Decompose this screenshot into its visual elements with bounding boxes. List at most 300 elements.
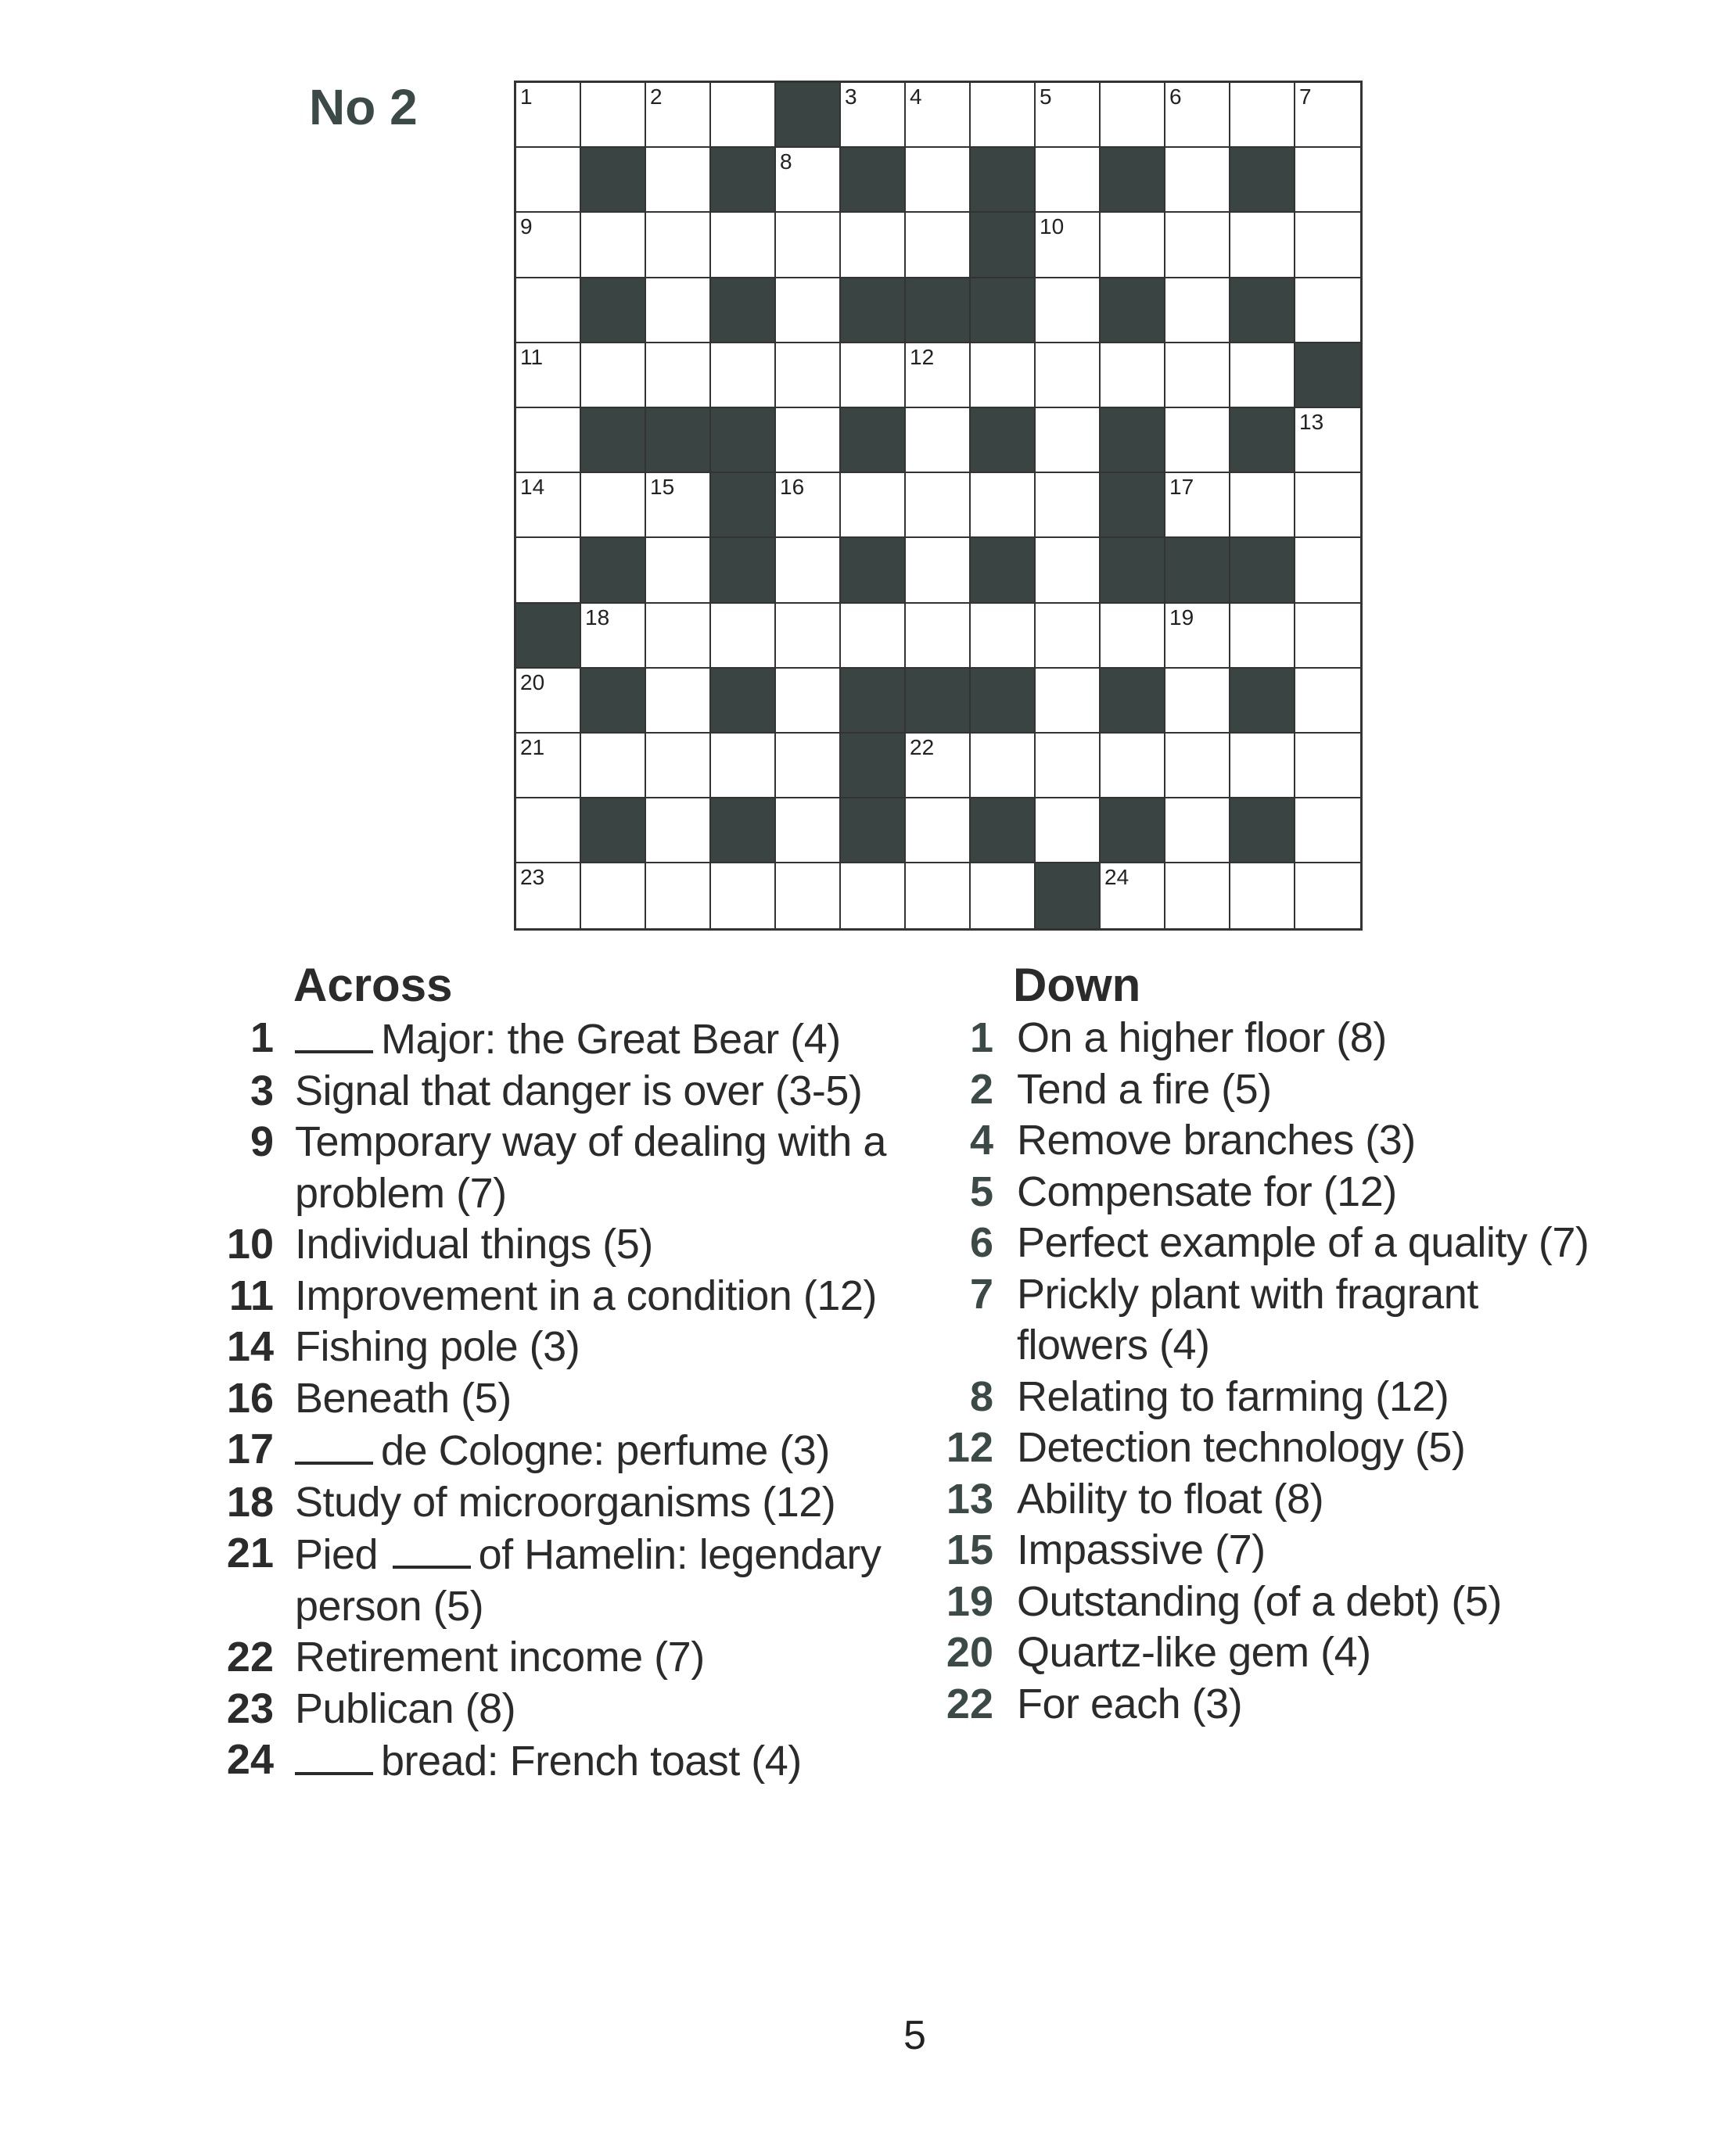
grid-cell[interactable] [516,343,581,408]
cell-number: 21 [520,734,545,759]
grid-cell[interactable] [1295,604,1360,669]
grid-cell[interactable] [841,213,906,278]
down-clue [915,1064,1619,1116]
black-cell [646,408,711,473]
grid-cell[interactable] [711,863,776,928]
down-clue [915,1218,1619,1269]
clue-text [1017,1269,1619,1372]
grid-cell[interactable] [1295,83,1360,148]
grid-cell[interactable] [841,343,906,408]
black-cell [581,408,646,473]
grid-cell[interactable] [1036,604,1101,669]
cell-number: 20 [520,669,545,694]
grid-cell[interactable] [1036,538,1101,603]
puzzle-title: No 2 [309,79,418,135]
grid-cell[interactable] [516,863,581,928]
grid-cell[interactable] [906,798,971,863]
grid-cell[interactable] [1165,343,1230,408]
grid-cell[interactable] [646,473,711,538]
clue-text-prefix: Pied [295,1531,379,1578]
clue-text-body: Individual things (5) [295,1221,653,1268]
grid-cell[interactable] [581,213,646,278]
black-cell [971,278,1036,343]
grid-cell[interactable] [1165,669,1230,734]
grid-cell[interactable] [1230,734,1295,798]
grid-cell[interactable] [711,604,776,669]
grid-cell[interactable] [1295,473,1360,538]
grid-cell[interactable] [906,408,971,473]
grid-cell[interactable] [1036,669,1101,734]
grid-cell[interactable] [1165,863,1230,928]
cell-number: 5 [1040,84,1052,109]
cell-number: 24 [1104,865,1129,890]
clue-number: 6 [969,1219,993,1266]
clue-number: 24 [226,1736,274,1783]
black-cell [1230,148,1295,213]
black-cell [711,408,776,473]
grid-cell[interactable] [1036,213,1101,278]
clue-text [1017,1372,1619,1423]
black-cell [1165,538,1230,603]
clue-text-body: Retirement income (7) [295,1634,705,1681]
black-cell [841,408,906,473]
grid-cell[interactable] [711,213,776,278]
grid-cell[interactable] [971,473,1036,538]
grid-cell[interactable] [516,148,581,213]
grid-cell[interactable] [646,213,711,278]
grid-cell[interactable] [776,148,841,213]
grid-cell[interactable] [516,473,581,538]
clue-text-body: Improvement in a condition (12) [295,1272,877,1319]
grid-cell[interactable] [906,343,971,408]
grid-cell[interactable] [906,213,971,278]
cell-number: 6 [1169,84,1182,109]
black-cell [1230,538,1295,603]
clue-text-body: Temporary way of dealing with a problem (7) [295,1118,886,1217]
grid-cell[interactable] [841,863,906,928]
clue-text [295,1013,900,1066]
grid-cell[interactable] [516,734,581,798]
grid-cell[interactable] [646,148,711,213]
clue-text-body: Prickly plant with fragrant flowers (4) [1017,1270,1478,1369]
down-clue [915,1167,1619,1218]
across-heading: Across [293,959,453,1011]
black-cell [971,213,1036,278]
clue-text-body: On a higher floor (8) [1017,1014,1387,1061]
black-cell [841,278,906,343]
clue-number: 15 [946,1526,993,1573]
grid-cell[interactable] [1165,213,1230,278]
black-cell [1101,408,1165,473]
grid-cell[interactable] [646,343,711,408]
clue-text [1017,1167,1619,1218]
grid-cell[interactable] [516,538,581,603]
black-cell [971,798,1036,863]
down-clue-list [915,1013,1619,1730]
blank-line [295,1424,373,1465]
grid-cell[interactable] [1230,213,1295,278]
grid-cell[interactable] [1295,863,1360,928]
black-cell [1295,343,1360,408]
grid-cell[interactable] [1230,83,1295,148]
black-cell [841,148,906,213]
across-clue [196,1066,900,1117]
grid-cell[interactable] [776,863,841,928]
black-cell [1101,669,1165,734]
grid-cell[interactable] [711,734,776,798]
grid-cell[interactable] [1036,343,1101,408]
clue-text [295,1322,900,1373]
grid-cell[interactable] [1036,83,1101,148]
cell-number: 11 [520,344,544,369]
clue-number: 13 [946,1475,993,1523]
cell-number: 3 [845,84,857,109]
grid-cell[interactable] [841,604,906,669]
black-cell [516,604,581,669]
clue-number: 8 [969,1372,993,1420]
grid-cell[interactable] [776,798,841,863]
grid-cell[interactable] [581,734,646,798]
grid-cell[interactable] [516,669,581,734]
grid-cell[interactable] [711,83,776,148]
black-cell [1101,473,1165,538]
black-cell [711,669,776,734]
grid-cell[interactable] [841,83,906,148]
grid-cell[interactable] [1101,83,1165,148]
grid-cell[interactable] [711,343,776,408]
across-clue [196,1684,900,1735]
clue-text [295,1734,900,1788]
grid-cell[interactable] [1165,604,1230,669]
grid-cell[interactable] [1230,473,1295,538]
down-clue [915,1115,1619,1167]
clue-number: 4 [969,1117,993,1164]
clue-text [295,1528,900,1632]
clue-number: 19 [946,1577,993,1625]
grid-cell[interactable] [646,604,711,669]
across-clue [196,1322,900,1373]
across-clue [196,1271,900,1322]
grid-cell[interactable] [516,278,581,343]
grid-cell[interactable] [971,734,1036,798]
grid-cell[interactable] [1295,798,1360,863]
black-cell [971,148,1036,213]
down-clue [915,1679,1619,1731]
clue-number: 10 [226,1221,274,1268]
clue-text [1017,1064,1619,1116]
black-cell [711,538,776,603]
grid-cell[interactable] [971,863,1036,928]
grid-cell[interactable] [646,278,711,343]
down-clue [915,1474,1619,1526]
grid-cell[interactable] [1036,798,1101,863]
clue-number: 22 [946,1680,993,1727]
grid-cell[interactable] [646,538,711,603]
black-cell [581,798,646,863]
grid-cell[interactable] [1295,148,1360,213]
across-clue [196,1013,900,1066]
grid-cell[interactable] [906,538,971,603]
clue-number: 9 [250,1118,274,1165]
across-clue [196,1219,900,1271]
black-cell [711,148,776,213]
clue-number: 1 [969,1014,993,1061]
cell-number: 9 [520,214,533,239]
clue-text [1017,1422,1619,1474]
clue-text [1017,1679,1619,1731]
clue-text [1017,1013,1619,1064]
clue-text [295,1477,900,1529]
cell-number: 17 [1169,475,1194,500]
clue-text-body: Major: the Great Bear (4) [381,1016,841,1063]
grid-cell[interactable] [1165,798,1230,863]
grid-cell[interactable] [971,604,1036,669]
grid-cell[interactable] [581,473,646,538]
clue-text-body: Remove branches (3) [1017,1117,1416,1164]
grid-cell[interactable] [1230,604,1295,669]
down-clue [915,1627,1619,1679]
clue-text [295,1373,900,1425]
clue-text [1017,1218,1619,1269]
clue-number: 1 [250,1014,274,1061]
clue-text [295,1632,900,1684]
clue-text-body: Beneath (5) [295,1374,512,1422]
grid-cell[interactable] [906,863,971,928]
black-cell [1101,798,1165,863]
cell-number: 1 [520,84,533,109]
clue-text-body: Publican (8) [295,1684,516,1732]
grid-cell[interactable] [776,734,841,798]
clue-number: 20 [946,1629,993,1676]
grid-cell[interactable] [776,213,841,278]
down-clue [915,1372,1619,1423]
across-clues [196,958,900,1788]
clue-number: 2 [969,1065,993,1113]
blank-line [393,1528,471,1569]
clue-text [295,1271,900,1322]
black-cell [1036,863,1101,928]
clue-text [1017,1627,1619,1679]
clue-text-body: For each (3) [1017,1680,1243,1727]
clue-text-body: Fishing pole (3) [295,1323,580,1370]
grid-cell[interactable] [1295,213,1360,278]
clue-number: 5 [969,1168,993,1215]
grid-cell[interactable] [906,473,971,538]
black-cell [581,538,646,603]
grid-cell[interactable] [1036,278,1101,343]
grid-cell[interactable] [1101,734,1165,798]
black-cell [1101,278,1165,343]
clue-text-body: Ability to float (8) [1017,1475,1324,1523]
grid-cell[interactable] [1036,408,1101,473]
grid-cell[interactable] [1165,278,1230,343]
cell-number: 19 [1169,604,1194,630]
black-cell [581,669,646,734]
grid-cell[interactable] [646,669,711,734]
grid-cell[interactable] [1295,278,1360,343]
grid-cell[interactable] [776,278,841,343]
grid-cell[interactable] [646,83,711,148]
clue-text-body: Compensate for (12) [1017,1168,1397,1215]
clue-text [1017,1577,1619,1628]
black-cell [971,669,1036,734]
grid-cell[interactable] [971,343,1036,408]
black-cell [581,148,646,213]
black-cell [1230,408,1295,473]
grid-cell[interactable] [1036,473,1101,538]
clue-number: 12 [946,1424,993,1471]
black-cell [1101,148,1165,213]
cell-number: 8 [780,149,792,174]
across-clue [196,1632,900,1684]
black-cell [906,278,971,343]
black-cell [1230,278,1295,343]
black-cell [841,798,906,863]
grid-cell[interactable] [1101,343,1165,408]
grid-cell[interactable] [581,83,646,148]
grid-cell[interactable] [776,669,841,734]
across-clue [196,1528,900,1632]
clue-text-body: Impassive (7) [1017,1526,1266,1573]
grid-cell[interactable] [1295,538,1360,603]
grid-cell[interactable] [1101,604,1165,669]
clue-text [295,1424,900,1477]
clue-text-body: Signal that danger is over (3-5) [295,1067,863,1114]
down-clue [915,1422,1619,1474]
cell-number: 7 [1299,84,1312,109]
cell-number: 12 [910,344,935,369]
cell-number: 4 [910,84,922,109]
cell-number: 14 [520,475,545,500]
grid-cell[interactable] [776,538,841,603]
clue-number: 14 [226,1323,274,1370]
grid-cell[interactable] [516,83,581,148]
across-clue [196,1117,900,1219]
grid-cell[interactable] [646,863,711,928]
blank-line [295,1013,373,1053]
clue-number: 22 [226,1634,274,1681]
black-cell [711,473,776,538]
grid-cell[interactable] [776,604,841,669]
down-clues [915,958,1619,1730]
grid-cell[interactable] [516,213,581,278]
black-cell [1230,798,1295,863]
cell-number: 10 [1040,214,1065,239]
black-cell [971,408,1036,473]
cell-number: 22 [910,734,935,759]
clue-number: 7 [969,1270,993,1318]
across-clue-list [196,1013,900,1788]
grid-cell[interactable] [581,604,646,669]
clue-text-body: Outstanding (of a debt) (5) [1017,1577,1502,1625]
grid-cell[interactable] [1230,863,1295,928]
grid-cell[interactable] [646,734,711,798]
grid-cell[interactable] [906,604,971,669]
clue-text [295,1219,900,1271]
cell-number: 23 [520,865,545,890]
clue-text-body: de Cologne: perfume (3) [381,1427,830,1474]
clue-text [295,1066,900,1117]
black-cell [971,538,1036,603]
black-cell [1101,538,1165,603]
clue-text-body: Quartz-like gem (4) [1017,1629,1371,1676]
grid-cell[interactable] [906,148,971,213]
black-cell [581,278,646,343]
black-cell [841,734,906,798]
clue-text [1017,1474,1619,1526]
grid-cell[interactable] [1295,669,1360,734]
grid-cell[interactable] [581,863,646,928]
clue-text-body: Relating to farming (12) [1017,1372,1449,1420]
clue-number: 11 [228,1272,274,1319]
down-clue [915,1269,1619,1372]
grid-cell[interactable] [1036,734,1101,798]
grid-cell[interactable] [971,83,1036,148]
across-clue [196,1424,900,1477]
grid-cell[interactable] [906,83,971,148]
grid-cell[interactable] [1230,343,1295,408]
grid-cell[interactable] [776,343,841,408]
cell-number: 13 [1299,409,1324,434]
clue-text [1017,1525,1619,1577]
grid-cell[interactable] [646,798,711,863]
across-clue [196,1734,900,1788]
clue-number: 3 [250,1067,274,1114]
black-cell [841,538,906,603]
grid-cell[interactable] [1165,473,1230,538]
black-cell [776,83,841,148]
grid-cell[interactable] [1165,148,1230,213]
grid-cell[interactable] [776,473,841,538]
grid-cell[interactable] [1101,863,1165,928]
grid-cell[interactable] [1036,148,1101,213]
grid-cell[interactable] [1295,734,1360,798]
clue-number: 18 [226,1478,274,1526]
grid-cell[interactable] [516,798,581,863]
crossword-grid [514,81,1363,931]
clue-text [295,1117,900,1219]
grid-cell[interactable] [1165,734,1230,798]
blank-line [295,1734,373,1775]
grid-cell[interactable] [516,408,581,473]
black-cell [711,278,776,343]
clue-text-body: Tend a fire (5) [1017,1065,1272,1113]
grid-cell[interactable] [1165,83,1230,148]
down-clue [915,1013,1619,1064]
down-clue [915,1525,1619,1577]
clue-text [1017,1115,1619,1167]
page-number: 5 [903,2013,926,2058]
grid-cell[interactable] [581,343,646,408]
cell-number: 15 [650,475,675,500]
grid-cell[interactable] [1101,213,1165,278]
clue-number: 23 [226,1684,274,1732]
grid-cell[interactable] [841,473,906,538]
grid-cell[interactable] [906,734,971,798]
clue-text-body: Perfect example of a quality (7) [1017,1219,1589,1266]
grid-cell[interactable] [776,408,841,473]
clue-text-body: bread: French toast (4) [381,1738,802,1785]
black-cell [1230,669,1295,734]
clue-text [295,1684,900,1735]
clue-text-body: Study of microorganisms (12) [295,1478,836,1526]
clue-number: 21 [226,1530,274,1577]
cell-number: 16 [780,475,805,500]
down-heading: Down [1013,959,1141,1011]
grid-cell[interactable] [1295,408,1360,473]
clue-number: 16 [226,1374,274,1422]
grid-cell[interactable] [1165,408,1230,473]
